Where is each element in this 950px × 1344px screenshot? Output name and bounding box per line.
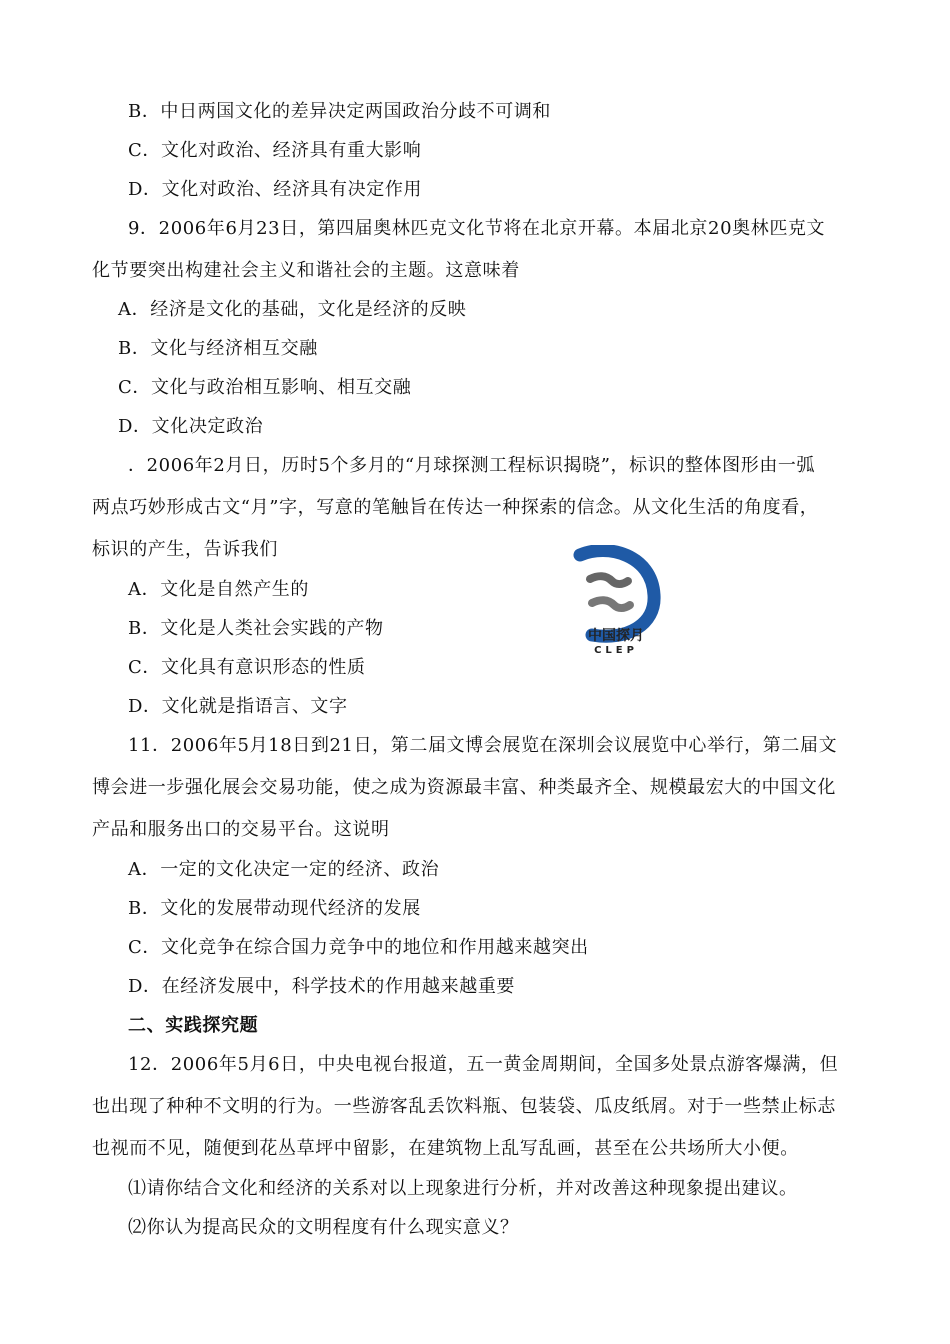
q10-option-c: C．文化具有意识形态的性质 <box>128 657 366 678</box>
q10-option-d: D．文化就是指语言、文字 <box>128 696 348 717</box>
q9-option-b: B．文化与经济相互交融 <box>118 338 318 359</box>
section-title: 二、实践探究题 <box>128 1015 259 1036</box>
q12-stem-line-1: 12．2006年5月6日，中央电视台报道，五一黄金周期间，全国多处景点游客爆满，但 <box>128 1054 839 1075</box>
q12-stem-line-2: 也出现了种种不文明的行为。一些游客乱丢饮料瓶、包装袋、瓜皮纸屑。对于一些禁止标志 <box>92 1096 836 1117</box>
q11-stem-line-3: 产品和服务出口的交易平台。这说明 <box>92 819 390 840</box>
q9-option-d: D．文化决定政治 <box>118 416 264 437</box>
q11-option-a: A．一定的文化决定一定的经济、政治 <box>128 859 440 880</box>
q9-option-a: A．经济是文化的基础，文化是经济的反映 <box>118 299 467 320</box>
q12-stem-line-3: 也视而不见，随便到花丛草坪中留影，在建筑物上乱写乱画，甚至在公共场所大小便。 <box>92 1138 799 1159</box>
q10-stem-line-1: ．2006年2月日，历时5个多月的“月球探测工程标识揭晓”，标识的整体图形由一弧 <box>128 455 816 476</box>
q10-stem-line-3: 标识的产生，告诉我们 <box>92 539 278 560</box>
q9-stem-line-1: 9．2006年6月23日，第四届奥林匹克文化节将在北京开幕。本届北京20奥林匹克文 <box>128 218 826 239</box>
logo-upper-stroke <box>590 576 628 584</box>
clep-logo <box>568 545 664 657</box>
q12-part-2: ⑵你认为提高民众的文明程度有什么现实意义？ <box>128 1217 519 1238</box>
q8-option-c: C．文化对政治、经济具有重大影响 <box>128 140 422 161</box>
q10-stem-line-2: 两点巧妙形成古文“月”字，写意的笔触旨在传达一种探索的信念。从文化生活的角度看， <box>92 497 819 518</box>
q11-stem-line-1: 11．2006年5月18日到21日，第二届文博会展览在深圳会议展览中心举行，第二届文 <box>128 735 838 756</box>
q12-part-1: ⑴请你结合文化和经济的关系对以上现象进行分析，并对改善这种现象提出建议。 <box>128 1178 798 1199</box>
q11-option-c: C．文化竞争在综合国力竞争中的地位和作用越来越突出 <box>128 937 589 958</box>
q8-option-d: D．文化对政治、经济具有决定作用 <box>128 179 423 200</box>
q11-option-b: B．文化的发展带动现代经济的发展 <box>128 898 421 919</box>
q11-stem-line-2: 博会进一步强化展会交易功能，使之成为资源最丰富、种类最齐全、规模最宏大的中国文化 <box>92 777 836 798</box>
q9-stem-line-2: 化节要突出构建社会主义和谐社会的主题。这意味着 <box>92 260 520 281</box>
logo-crescent <box>580 551 654 637</box>
logo-english-text: CLEP <box>594 645 638 656</box>
logo-lower-stroke <box>592 600 630 608</box>
q8-option-b: B．中日两国文化的差异决定两国政治分歧不可调和 <box>128 101 552 122</box>
q11-option-d: D．在经济发展中，科学技术的作用越来越重要 <box>128 976 516 997</box>
logo-chinese-text: 中国探月 <box>588 628 644 644</box>
q10-option-a: A．文化是自然产生的 <box>128 579 309 600</box>
q9-option-c: C．文化与政治相互影响、相互交融 <box>118 377 412 398</box>
q10-option-b: B．文化是人类社会实践的产物 <box>128 618 384 639</box>
